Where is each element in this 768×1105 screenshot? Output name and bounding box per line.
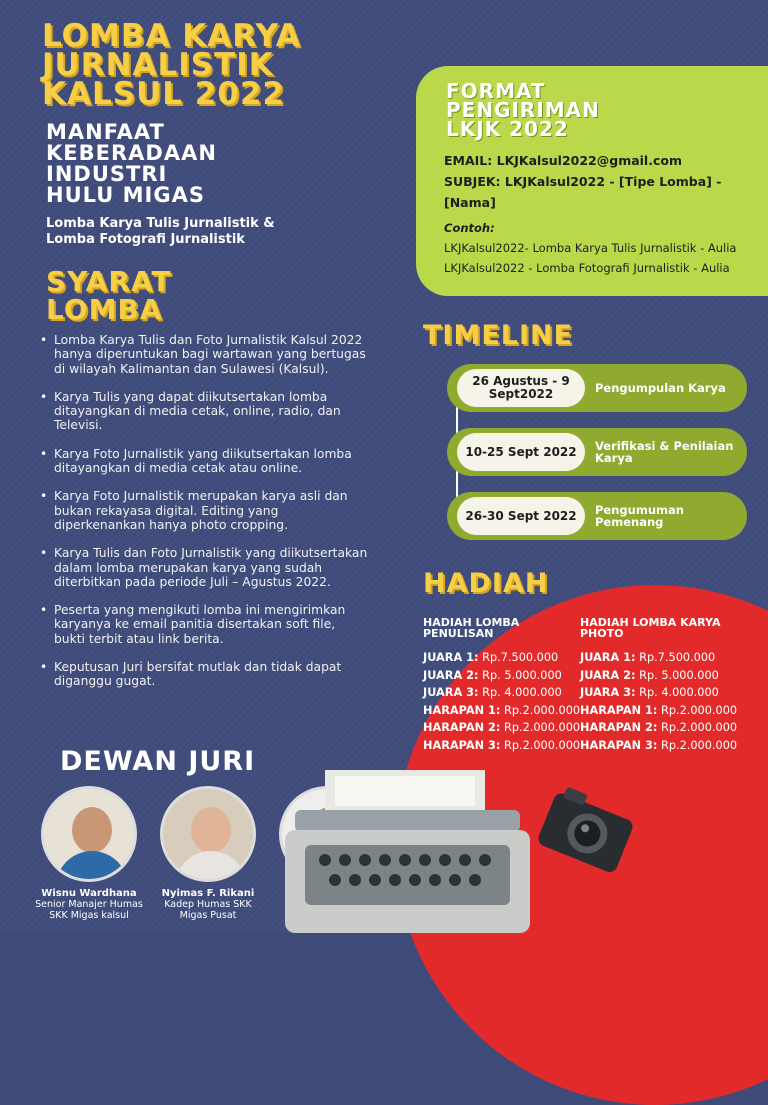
syarat-heading-line-1: SYARAT — [46, 265, 172, 298]
syarat-heading-line-2: LOMBA — [46, 293, 163, 326]
timeline-heading: TIMELINE — [423, 320, 574, 351]
format-details — [444, 150, 754, 213]
timeline-item — [447, 364, 747, 412]
example-item: LKJKalsul2022 - Lomba Fotografi Jurnalistik - Aulia — [444, 261, 730, 275]
subtitle-line-2: KEBERADAAN — [46, 141, 217, 165]
syarat-heading — [46, 265, 172, 326]
prize-column-photo — [580, 617, 740, 754]
timeline-date: 26 Agustus - 9 Sept2022 — [457, 369, 585, 407]
prize-row: HARAPAN 1: Rp.2.000.000 — [423, 703, 581, 717]
example-item: LKJKalsul2022- Lomba Karya Tulis Jurnalistik - Aulia — [444, 241, 737, 255]
rule-item: • Keputusan Juri bersifat mutlak dan tidak dapat diganggu gugat. — [38, 660, 368, 689]
judge-avatar — [41, 786, 137, 882]
prize-row: JUARA 3: Rp. 4.000.000 — [423, 686, 562, 699]
format-heading-line-3: LKJK 2022 — [446, 117, 569, 141]
rule-item: • Lomba Karya Tulis dan Foto Jurnalistik Kalsul 2022 hanya diperuntukan bagi wartawan yang bertugas di wilayah Kalimantan dan Sulawesi (Kalsul). — [38, 333, 368, 376]
prize-row: HARAPAN 2: Rp.2.000.000 — [423, 721, 581, 734]
prize-row: JUARA 3: Rp. 4.000.000 — [580, 686, 719, 699]
format-heading — [446, 79, 600, 141]
rules-list — [38, 333, 368, 703]
judge-role: SKK Migas kalsul — [49, 910, 129, 921]
email-subject-format: SUBJEK: LKJKalsul2022 - [Tipe Lomba] - [Nama] — [444, 174, 722, 210]
subtitle-line-1: MANFAAT — [46, 120, 165, 144]
category-line-2: Lomba Fotografi Jurnalistik — [46, 232, 245, 247]
timeline-desc: Pengumuman Pemenang — [595, 503, 684, 529]
rule-item: • Karya Foto Jurnalistik merupakan karya asli dan bukan rekayasa digital. Editing yang diperkenankan hanya photo cropping. — [38, 489, 368, 532]
dewan-juri-heading: DEWAN JURI — [60, 746, 256, 777]
poster-title — [42, 18, 301, 112]
poster-subtitle — [46, 122, 217, 206]
email-address[interactable]: EMAIL: LKJKalsul2022@gmail.com — [444, 153, 682, 168]
timeline-desc: Verifikasi & Penilaian Karya — [595, 439, 734, 465]
typewriter-icon — [285, 770, 530, 933]
prize-row: JUARA 2: Rp. 5.000.000 — [580, 668, 719, 682]
format-pengiriman-box — [416, 66, 768, 296]
example-label: Contoh: — [444, 221, 495, 235]
prize-column-penulisan — [423, 617, 583, 754]
timeline-item — [447, 492, 747, 540]
format-heading-line-1: FORMAT — [446, 79, 546, 103]
judge-role: Migas Pusat — [179, 910, 237, 921]
title-line-3: KALSUL 2022 — [42, 76, 286, 112]
prize-row: HARAPAN 1: Rp.2.000.000 — [580, 703, 738, 717]
judge-card — [143, 786, 273, 921]
prize-row: HARAPAN 2: Rp.2.000.000 — [580, 721, 738, 734]
judge-avatar — [160, 786, 256, 882]
title-line-2: JURNALISTIK — [42, 47, 274, 83]
prize-column-heading: HADIAH LOMBA KARYA PHOTO — [580, 616, 721, 640]
hadiah-heading: HADIAH — [423, 568, 549, 599]
rule-item: • Karya Tulis dan Foto Jurnalistik yang diikutsertakan dalam lomba merupakan karya yang sudah diterbitkan pada periode Juli – Agustus 2022. — [38, 546, 368, 589]
rule-item: • Peserta yang mengikuti lomba ini mengirimkan karyanya ke email panitia disertakan soft file, bukti terbit atau link berita. — [38, 603, 368, 646]
judge-card — [24, 786, 154, 921]
judge-name: Nyimas F. Rikani — [161, 888, 255, 899]
prize-column-heading: HADIAH LOMBA PENULISAN — [423, 616, 520, 640]
competition-categories — [46, 216, 275, 248]
format-examples — [444, 218, 764, 278]
rule-item: • Karya Tulis yang dapat diikutsertakan lomba ditayangkan di media cetak, online, radio, dan Televisi. — [38, 390, 368, 433]
prize-row: HARAPAN 3: Rp.2.000.000 — [580, 738, 738, 752]
timeline-date: 10-25 Sept 2022 — [457, 433, 585, 471]
timeline-item — [447, 428, 747, 476]
timeline-date: 26-30 Sept 2022 — [457, 497, 585, 535]
prize-row: HARAPAN 3: Rp.2.000.000 — [423, 738, 581, 752]
title-line-1: LOMBA KARYA — [42, 18, 301, 54]
timeline-desc: Pengumpulan Karya — [595, 381, 726, 395]
judge-role: Senior Manajer Humas — [35, 899, 143, 910]
prize-row: JUARA 1: Rp.7.500.000 — [423, 651, 559, 664]
prize-row: JUARA 2: Rp. 5.000.000 — [423, 668, 562, 682]
subtitle-line-4: HULU MIGAS — [46, 183, 205, 207]
category-line-1: Lomba Karya Tulis Jurnalistik & — [46, 216, 275, 231]
format-heading-line-2: PENGIRIMAN — [446, 98, 600, 122]
prize-row: JUARA 1: Rp.7.500.000 — [580, 651, 716, 664]
rule-item: • Karya Foto Jurnalistik yang diikutsertakan lomba ditayangkan di media cetak atau online. — [38, 447, 368, 476]
judge-role: Kadep Humas SKK — [164, 899, 252, 910]
subtitle-line-3: INDUSTRI — [46, 162, 168, 186]
judge-name: Wisnu Wardhana — [41, 888, 137, 899]
